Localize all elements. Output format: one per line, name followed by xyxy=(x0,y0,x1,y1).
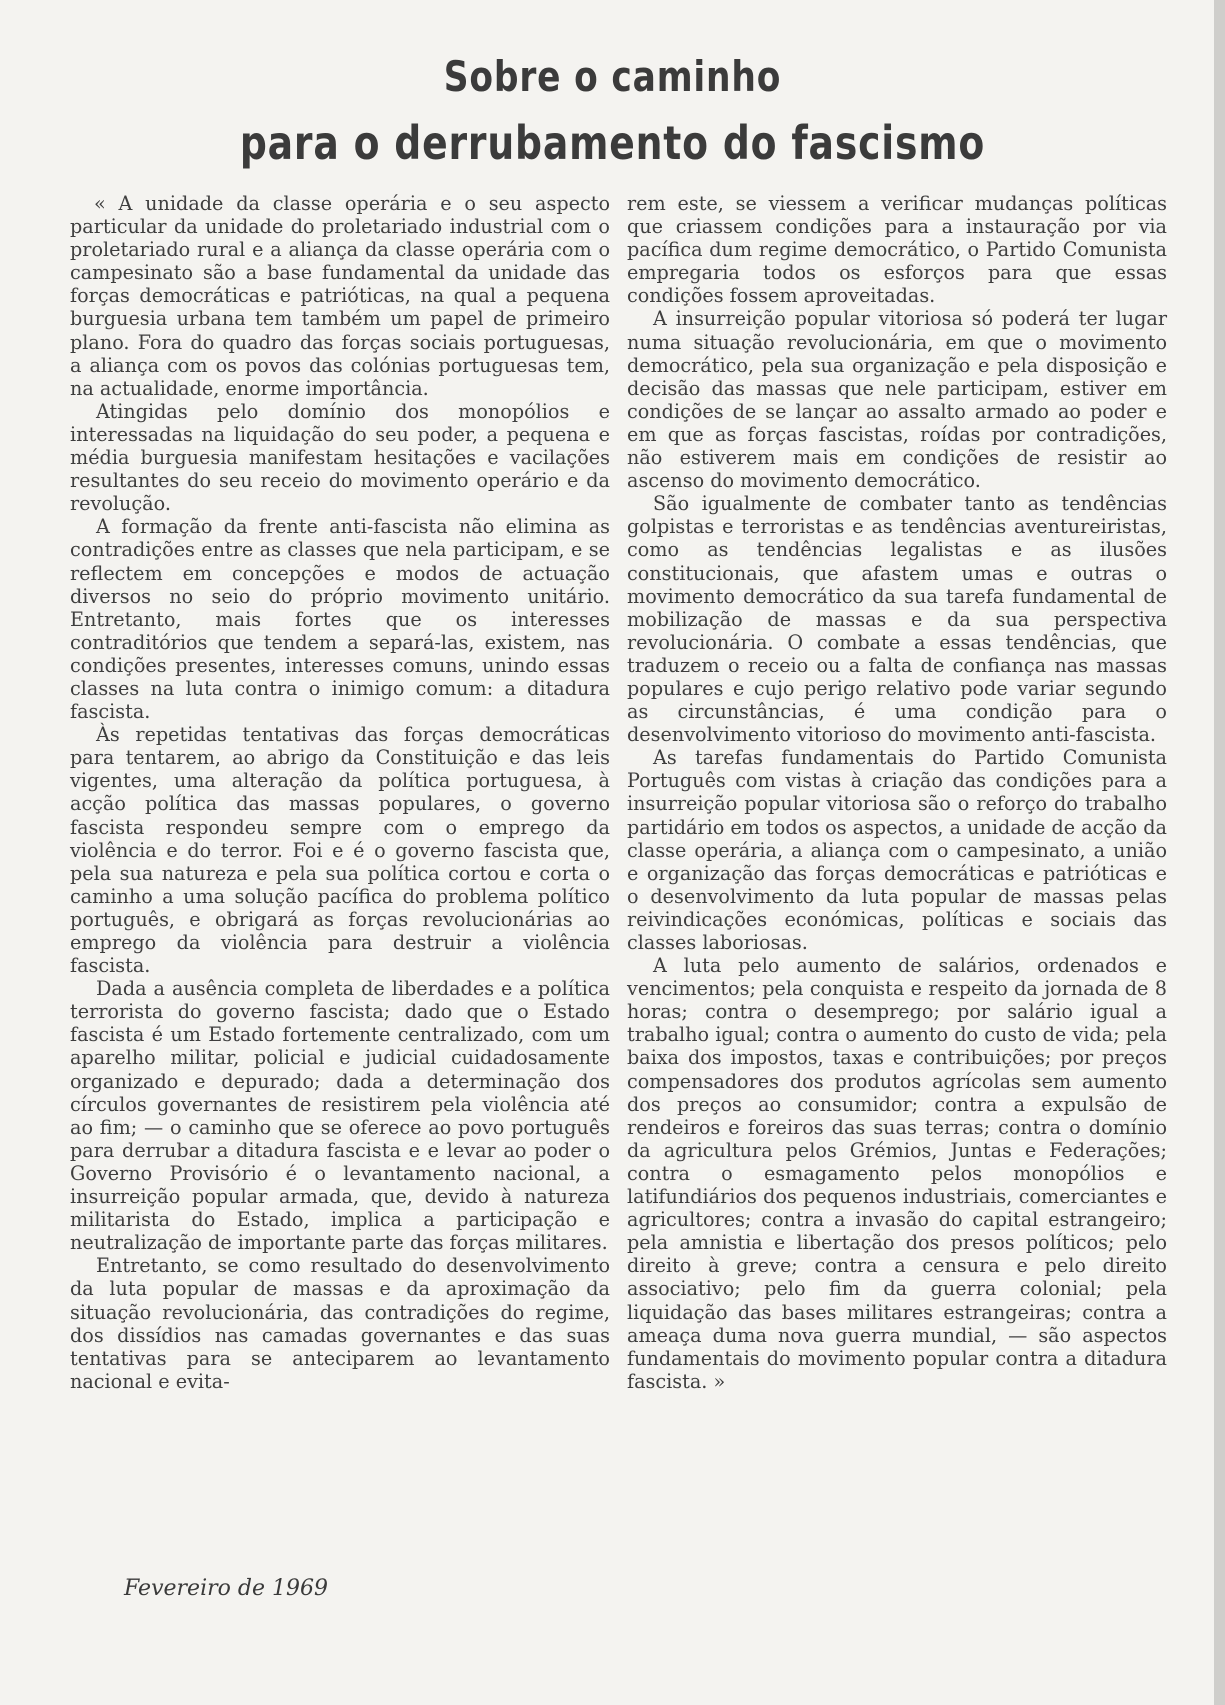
article-title-line-2: para o derrubamento do fascismo xyxy=(239,116,986,170)
scan-edge xyxy=(1214,0,1225,1705)
paragraph: Atingidas pelo domínio dos monopólios e interessadas na liquidação do seu poder, a pequena e média burguesia manifestam hesitações e vacilações resultantes do seu receio do movimento operário e da revolução. xyxy=(70,399,610,516)
paragraph: São igualmente de combater tanto as tendências golpistas e terroristas e as tendências aventureiristas, como as tendências legalistas e as ilusões constitucionais, que afastem umas e outras o movimento democrático da sua tarefa fundamental de mobilização de massas e da sua perspectiva revolucionária. O combate a essas tendências, que traduzem o receio ou a falta de confiança nas massas populares e cujo perigo relativo pode variar segundo as circunstâncias, é uma condição para o desenvolvimento vitorioso do movimento anti-fascista. xyxy=(627,492,1167,747)
right-column xyxy=(627,192,1167,1393)
article-title-line-1: Sobre o caminho xyxy=(443,52,782,101)
paragraph: A luta pelo aumento de salários, ordenados e vencimentos; pela conquista e respeito da jornada de 8 horas; contra o desemprego; por salário igual a trabalho igual; contra o aumento do custo de vida; pela baixa dos impostos, taxas e contribuições; por preços compensadores dos produtos agrícolas sem aumento dos preços ao consumidor; contra a expulsão de rendeiros e foreiros das suas terras; contra o domínio da agricultura pelos Grémios, Juntas e Federações; contra o esmagamento pelos monopólios e latifundiários dos pequenos industriais, comerciantes e agricultores; contra a invasão do capital estrangeiro; pela amnistia e libertação dos presos políticos; pelo direito à greve; contra a censura e pelo direito associativo; pelo fim da guerra colonial; pela liquidação das bases militares estrangeiras; contra a ameaça duma nova guerra mundial, — são aspectos fundamentais do movimento popular contra a ditadura fascista. » xyxy=(627,954,1167,1393)
paragraph: Às repetidas tentativas das forças democráticas para tentarem, ao abrigo da Constituição e das leis vigentes, uma alteração da política portuguesa, à acção política das massas populares, o governo fascista respondeu sempre com o emprego da violência e do terror. Foi e é o governo fascista que, pela sua natureza e pela sua política cortou e corta o caminho a uma solução pacífica do problema político português, e obrigará as forças revolucionárias ao emprego da violência para destruir a violência fascista. xyxy=(70,723,610,978)
paragraph-continuation: rem este, se viessem a verificar mudanças políticas que criassem condições para a instauração por via pacífica dum regime democrático, o Partido Comunista empregaria todos os esforços para que essas condições fossem aproveitadas. xyxy=(627,192,1167,308)
date-signature: Fevereiro de 1969 xyxy=(124,1576,328,1601)
paragraph: Entretanto, se como resultado do desenvolvimento da luta popular de massas e da aproximação da situação revolucionária, das contradições do regime, dos dissídios nas camadas governantes e das suas tentativas para se anteciparem ao levantamento nacional e evita- xyxy=(70,1254,610,1393)
paragraph: Dada a ausência completa de liberdades e a política terrorista do governo fascista; dado que o Estado fascista é um Estado fortemente centralizado, com um aparelho militar, policial e judicial cuidadosamente organizado e depurado; dada a determinação dos círculos governantes de resistirem pela violência até ao fim; — o caminho que se oferece ao povo português para derrubar a ditadura fascista e e levar ao poder o Governo Provisório é o levantamento nacional, a insurreição popular armada, que, devido à natureza militarista do Estado, implica a participação e neutralização de importante parte das forças militares. xyxy=(70,977,610,1255)
paragraph: « A unidade da classe operária e o seu aspecto particular da unidade do proletariado industrial com o proletariado rural e a aliança da classe operária com o campesinato são a base fundamental da unidade das forças democráticas e patrióticas, na qual a pequena burguesia urbana tem também um papel de primeiro plano. Fora do quadro das forças sociais portuguesas, a aliança com os povos das colónias portuguesas tem, na actualidade, enorme importância. xyxy=(70,192,610,400)
paragraph: A formação da frente anti-fascista não elimina as contradições entre as classes que nela participam, e se reflectem em concepções e modos de actuação diversos no seio do próprio movimento unitário. Entretanto, mais fortes que os interesses contraditórios que tendem a separá-las, existem, nas condições presentes, interesses comuns, unindo essas classes na luta contra o inimigo comum: a ditadura fascista. xyxy=(70,515,610,724)
paragraph: A insurreição popular vitoriosa só poderá ter lugar numa situação revolucionária, em que o movimento democrático, pela sua organização e pela disposição e decisão das massas que nele participam, estiver em condições de se lançar ao assalto armado ao poder e em que as forças fascistas, roídas por contradições, não estiverem mais em condições de resistir ao ascenso do movimento democrático. xyxy=(627,307,1167,493)
left-column xyxy=(70,192,610,1393)
paragraph: As tarefas fundamentais do Partido Comunista Português com vistas à criação das condições para a insurreição popular vitoriosa são o reforço do trabalho partidário em todos os aspectos, a unidade de acção da classe operária, a aliança com o campesinato, a união e organização das forças democráticas e patrióticas e o desenvolvimento da luta popular de massas pelas reivindicações económicas, políticas e sociais das classes laboriosas. xyxy=(627,746,1167,954)
